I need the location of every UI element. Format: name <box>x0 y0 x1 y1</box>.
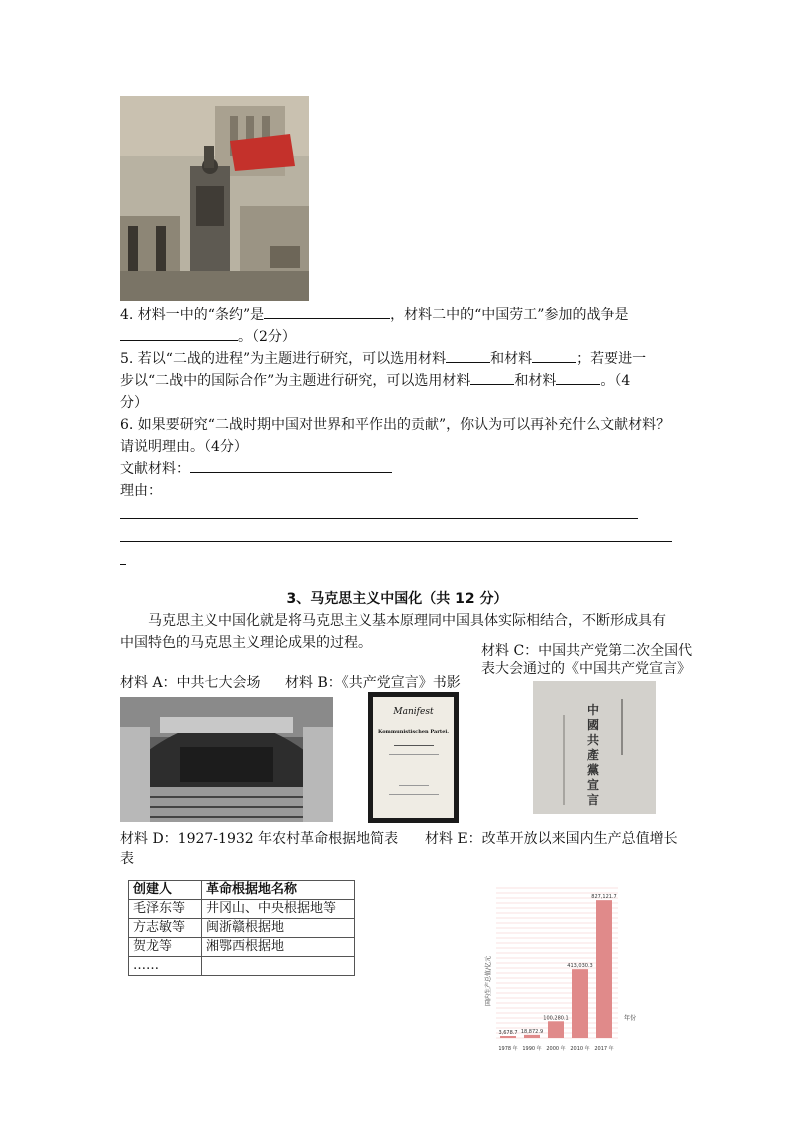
chart-bar <box>500 1036 516 1038</box>
section-3-intro-2: 中国特色的马克思主义理论成果的过程。 <box>120 635 372 651</box>
q5-text-b: 和材料 <box>490 351 533 367</box>
table-cell: 毛泽东等 <box>129 900 202 919</box>
material-c-caption-2: 表大会通过的《中国共产党宣言》 <box>481 661 691 677</box>
question-4-line1 <box>120 304 628 326</box>
section-3-title: 3、马克思主义中国化（共 12 分） <box>286 591 508 607</box>
berlin-reichstag-photo <box>120 96 309 301</box>
q5-text-f: 。（4 <box>600 373 631 389</box>
chart-data-label: 3,678.7 <box>498 1030 518 1036</box>
chart-bar <box>524 1035 540 1038</box>
chart-bar <box>572 969 588 1038</box>
q5-blank-3[interactable] <box>470 370 514 385</box>
material-c-caption-1: 材料 C：中国共产党第二次全国代 <box>481 643 693 659</box>
question-4-line2 <box>120 326 296 348</box>
chart-category-label: 2000 年 <box>546 1046 566 1052</box>
answer-line-3[interactable] <box>120 564 126 565</box>
material-a-caption: 材料 A：中共七大会场 <box>120 675 261 691</box>
seventh-congress-hall-photo <box>120 697 333 822</box>
material-d-caption-2: 表 <box>120 851 134 867</box>
table-header-cell: 革命根据地名称 <box>202 881 355 900</box>
communist-manifesto-cover <box>368 692 459 823</box>
table-cell: …… <box>129 957 202 976</box>
q4-text-c: 。（2分） <box>238 329 296 345</box>
table-row <box>129 900 355 919</box>
answer-line-2[interactable] <box>120 541 672 542</box>
chart-data-label: 18,872.9 <box>520 1028 544 1035</box>
gdp-growth-chart <box>478 880 638 1058</box>
ccp-manifesto-cover <box>533 681 656 814</box>
chart-x-axis-label: 年份 <box>624 1015 637 1022</box>
chart-category-label: 1978 年 <box>498 1046 518 1052</box>
q4-text-b: ，材料二中的“中国劳工”参加的战争是 <box>390 307 629 323</box>
material-e-caption: 材料 E：改革开放以来国内生产总值增长 <box>425 831 678 847</box>
table-row <box>129 919 355 938</box>
chart-category-label: 2017 年 <box>594 1046 614 1052</box>
material-b-caption: 材料 B：《共产党宣言》书影 <box>285 675 461 691</box>
table-cell <box>202 957 355 976</box>
q5-blank-4[interactable] <box>556 370 600 385</box>
q4-text-a: 4. 材料一中的“条约”是 <box>120 307 265 323</box>
q4-blank-treaty[interactable] <box>264 304 390 319</box>
book-b-title-2: Kommunistischen Partei. <box>377 729 450 735</box>
section-3-intro-1: 马克思主义中国化就是将马克思主义基本原理同中国具体实际相结合，不断形成具有 <box>148 613 666 629</box>
gdp-chart-svg <box>478 880 638 1058</box>
table-cell: 湘鄂西根据地 <box>202 938 355 957</box>
q5-blank-2[interactable] <box>532 348 576 363</box>
q4-blank-war[interactable] <box>120 326 238 341</box>
doc-material-blank[interactable] <box>190 458 392 473</box>
book-c-title: 中國共產黨宣言 <box>587 703 600 807</box>
table-header-cell: 创建人 <box>129 881 202 900</box>
reason-label: 理由： <box>120 483 162 499</box>
material-d-caption-1: 材料 D：1927-1932 年农村革命根据地简表 <box>120 831 399 847</box>
table-header-row <box>129 881 355 900</box>
chart-data-label: 100,280.1 <box>543 1015 569 1022</box>
q5-text-c: ；若要进一 <box>576 351 647 367</box>
chart-category-label: 2010 年 <box>570 1046 590 1052</box>
chart-category-label: 1990 年 <box>522 1046 542 1052</box>
q5-text-a: 5. 若以“二战的进程”为主题进行研究，可以选用材料 <box>120 351 447 367</box>
table-cell: 井冈山、中央根据地等 <box>202 900 355 919</box>
answer-line-1[interactable] <box>120 518 638 519</box>
question-5-line1 <box>120 348 646 370</box>
question-5-line3: 分） <box>120 395 148 411</box>
chart-bar <box>596 900 612 1038</box>
table-cell: 闽浙赣根据地 <box>202 919 355 938</box>
revolutionary-base-table <box>128 880 355 976</box>
book-b-title-1: Manifest <box>393 707 434 717</box>
question-6-line1: 6. 如果要研究“二战时期中国对世界和平作出的贡献”，你认为可以再补充什么文献材料？ <box>120 417 671 433</box>
question-6-line2: 请说明理由。（4分） <box>120 439 248 455</box>
table-row <box>129 957 355 976</box>
q5-blank-1[interactable] <box>446 348 490 363</box>
doc-material-label: 文献材料： <box>120 461 190 477</box>
table-row <box>129 938 355 957</box>
doc-material-line <box>120 458 392 480</box>
question-5-line2 <box>120 370 630 392</box>
chart-y-axis-label: 国内生产总值/亿元 <box>485 955 492 1006</box>
chart-bar <box>548 1021 564 1038</box>
table-cell: 方志敏等 <box>129 919 202 938</box>
table-cell: 贺龙等 <box>129 938 202 957</box>
q5-text-d: 步以“二战中的国际合作”为主题进行研究，可以选用材料 <box>120 373 471 389</box>
chart-data-label: 413,030.3 <box>567 963 593 970</box>
chart-data-label: 827,121.7 <box>591 894 617 901</box>
q5-text-e: 和材料 <box>514 373 557 389</box>
